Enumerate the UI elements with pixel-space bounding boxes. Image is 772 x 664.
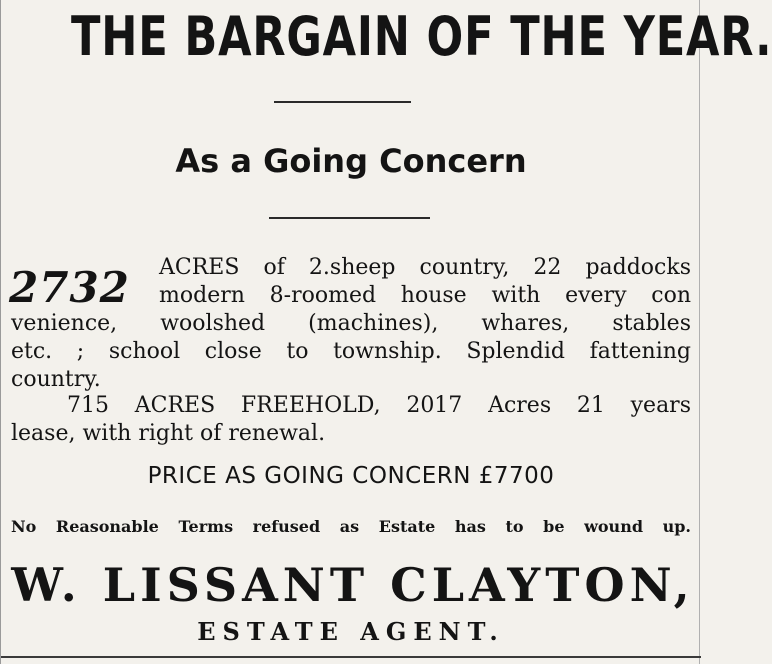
- body-line: lease, with right of renewal.: [11, 421, 326, 446]
- body-line: venience, woolshed (machines), whares, stables: [11, 311, 691, 336]
- terms-line: No Reasonable Terms refused as Estate has to be wound up.: [11, 517, 691, 536]
- agent-name: W. LISSANT CLAYTON,: [11, 558, 695, 612]
- divider-rule: [274, 101, 411, 103]
- bottom-rule: [1, 656, 701, 658]
- divider-rule: [269, 217, 430, 219]
- body-line: 715 ACRES FREEHOLD, 2017 Acres 21 years: [67, 393, 691, 418]
- acreage-figure: 2732: [9, 263, 130, 312]
- body-line: etc. ; school close to township. Splendid fattening: [11, 339, 691, 364]
- subheading: As a Going Concern: [175, 142, 527, 180]
- headline: THE BARGAIN OF THE YEAR.: [71, 5, 772, 68]
- body-line: country.: [11, 367, 101, 392]
- body-line: ACRES of 2.sheep country, 22 paddocks: [159, 255, 691, 280]
- agent-title: ESTATE AGENT.: [197, 617, 505, 646]
- price-line: PRICE AS GOING CONCERN £7700: [147, 463, 555, 489]
- body-line: modern 8-roomed house with every con: [159, 283, 691, 308]
